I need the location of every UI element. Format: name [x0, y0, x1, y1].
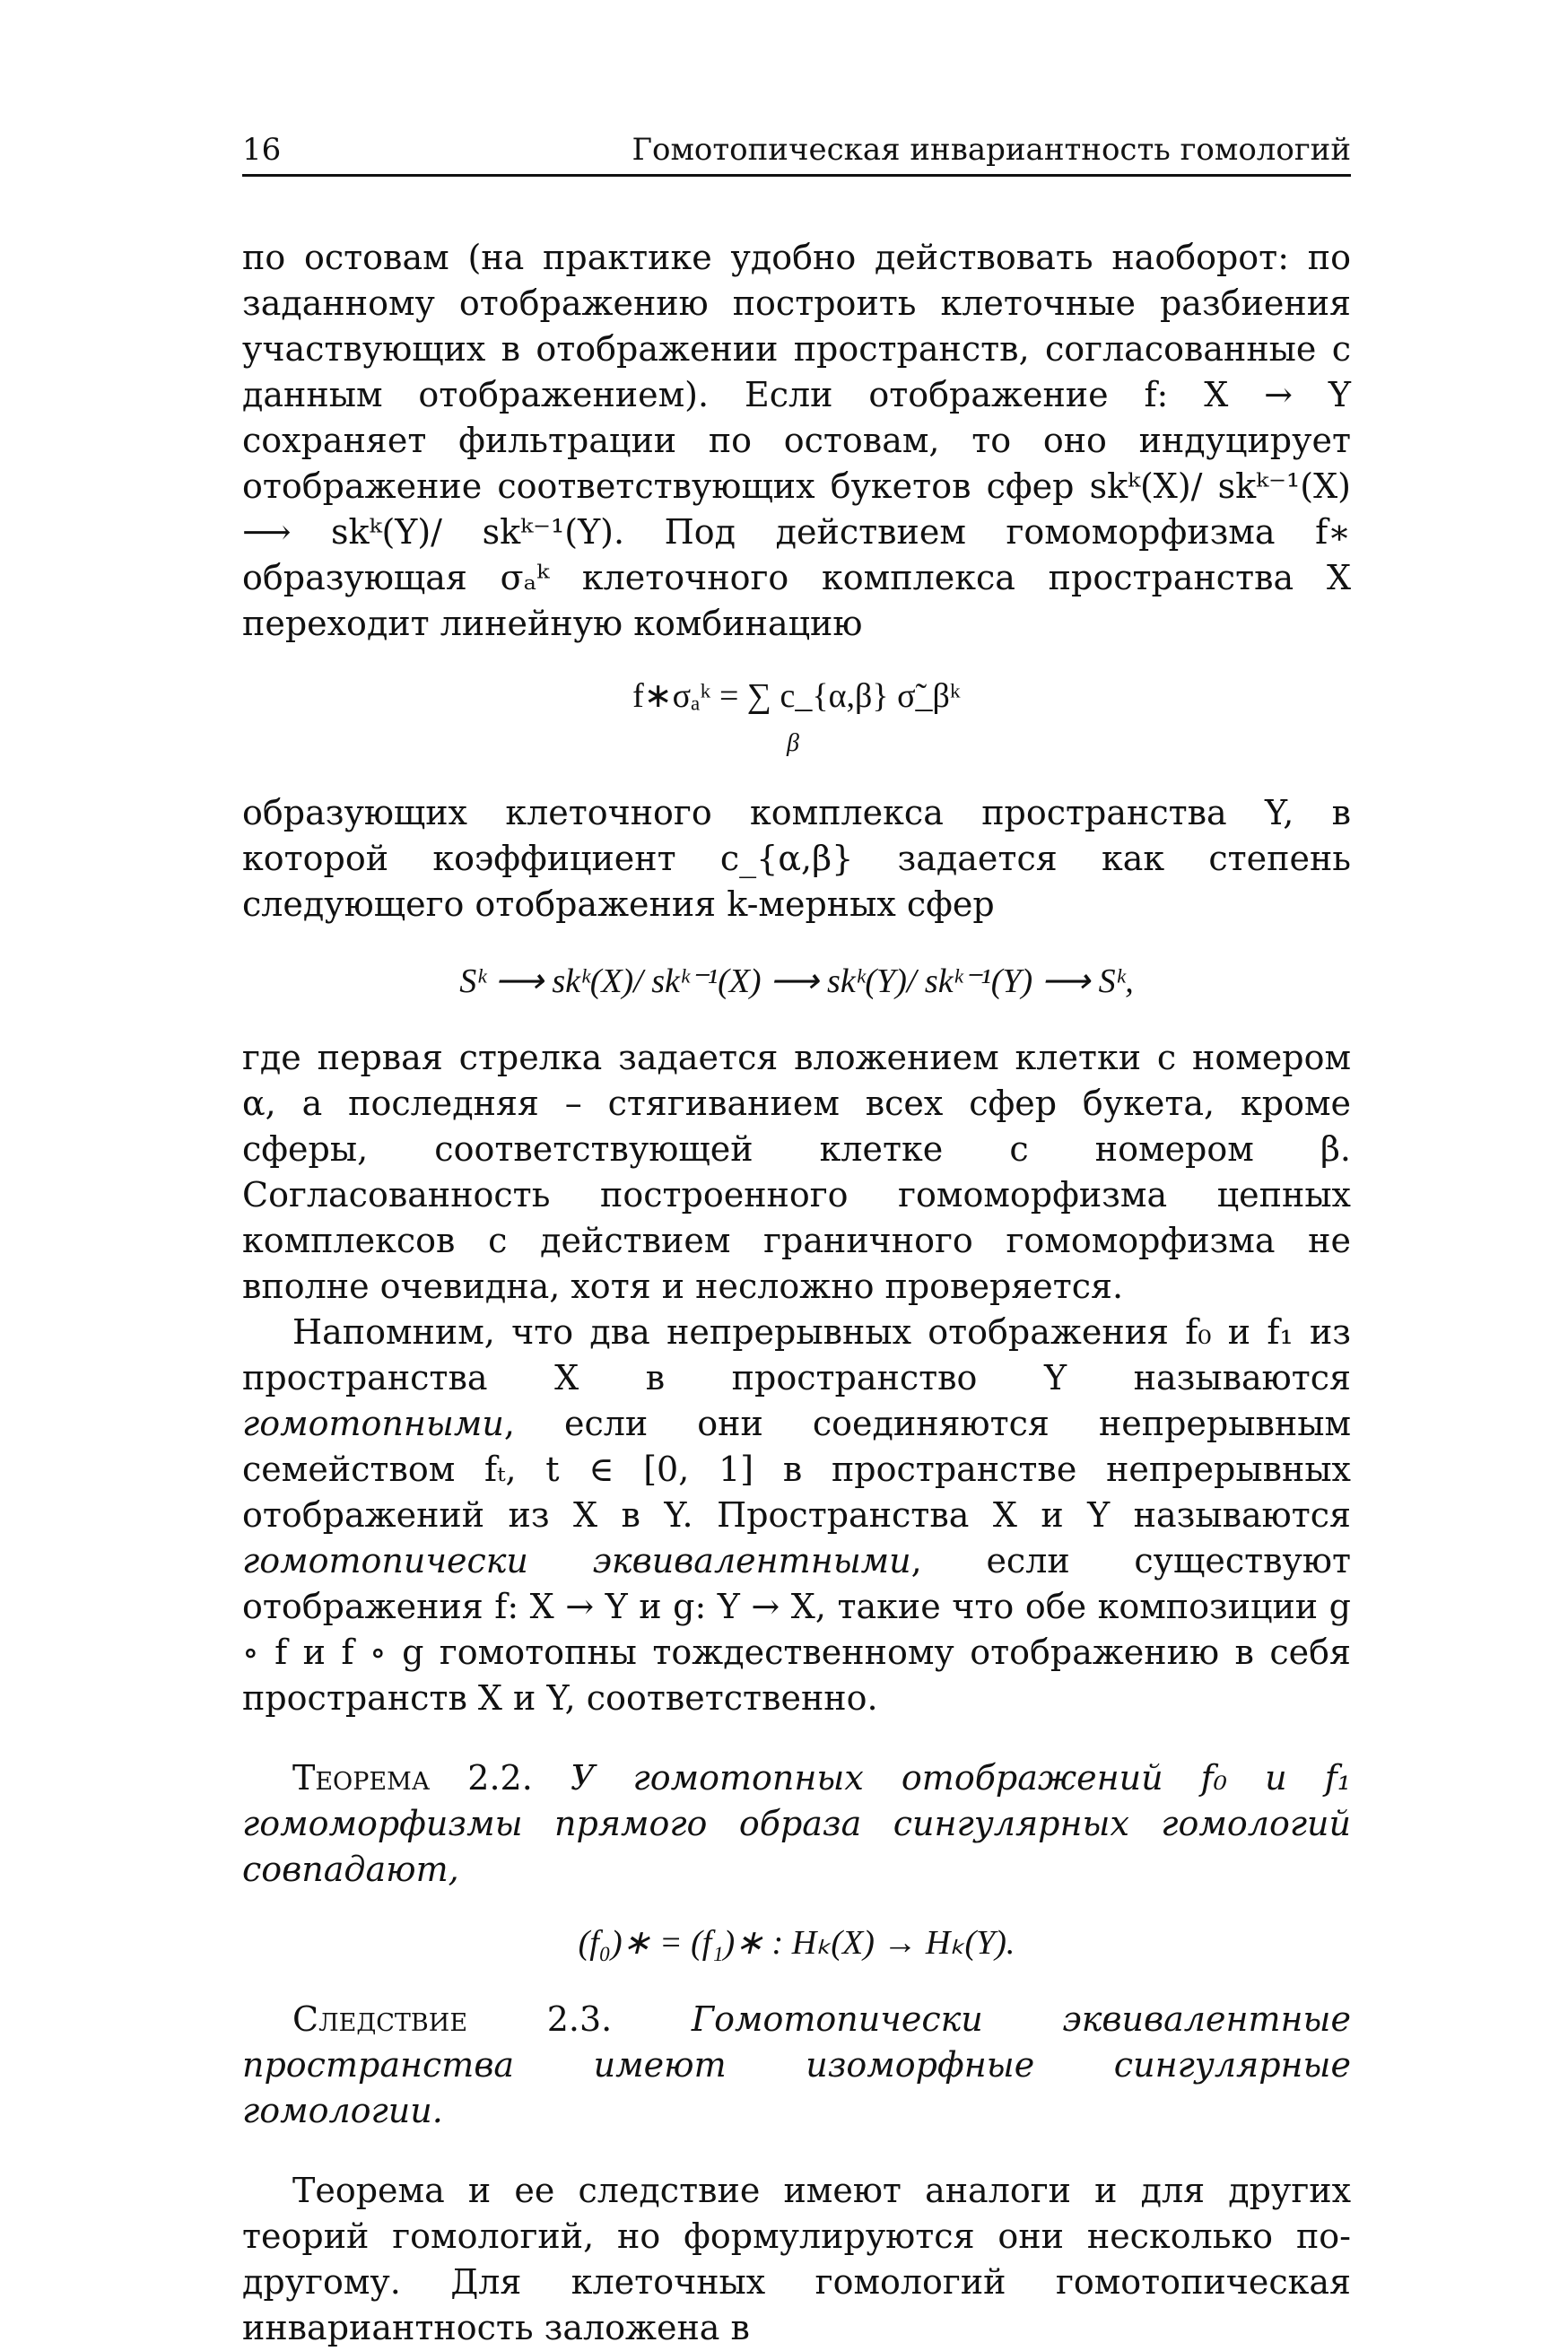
theorem-formula: (f₀)∗ = (f₁)∗ : Hₖ(X) → Hₖ(Y).	[578, 1924, 1015, 1962]
running-header	[242, 126, 1351, 177]
theorem-2-2	[242, 1755, 1351, 1893]
paragraph-4-part-a: Напомним, что два непрерывных отображения f₀ и f₁ из пространства X в пространство Y называются	[242, 1312, 1351, 1398]
paragraph-3: где первая стрелка задается вложением клетки с номером α, а последняя – стягиванием всех сфер букета, кроме сферы, соответствующей клетке с номером β. Согласованность построенного гомоморфизма цепных комплексов с действием граничного гомоморфизма не вполне очевидна, хотя и несложно проверяется.	[242, 1038, 1351, 1306]
term-homotopy-equivalent: гомотопически эквивалентными	[242, 1541, 911, 1580]
paragraph-1: по остовам (на практике удобно действовать наоборот: по заданному отображению построить клеточные разбиения участвующих в отображении пространств, согласованные с данным отображением). Если отображение f: X → Y сохраняет фильтрации по остовам, то оно индуцирует отображение соответствующих букетов сфер skᵏ(X)/ skᵏ⁻¹(X) ⟶ skᵏ(Y)/ skᵏ⁻¹(Y). Под действием гомоморфизма f∗ образующая σₐᵏ клеточного комплекса пространства X переходит линейную комбинацию	[242, 238, 1351, 643]
corollary-2-3	[242, 1997, 1351, 2134]
page-number: 16	[242, 132, 282, 168]
paragraph-4-part-b: , если они соединяются непрерывным семейством fₜ, t ∈ [0, 1] в пространстве непрерывных отображений из X в Y. Пространства X и Y называются	[242, 1404, 1351, 1535]
formula-sum	[242, 668, 1351, 776]
formula-sum-main: f∗σₐᵏ = ∑ c_{α,β} σ̃_βᵏ	[632, 677, 961, 715]
running-title: Гомотопическая инвариантность гомологий	[632, 132, 1351, 168]
paragraph-4-part-c: , если существуют отображения f: X → Y и g: Y → X, такие что обе композиции g ∘ f и f ∘ g гомотопны тождественному отображению в себя пространств X и Y, соответственно.	[242, 1541, 1351, 1718]
corollary-label: Следствие 2.3.	[292, 1999, 613, 2039]
paragraph-4	[242, 1310, 1351, 1721]
formula-sphere-map: Sᵏ ⟶ skᵏ(X)/ skᵏ⁻¹(X) ⟶ skᵏ(Y)/ skᵏ⁻¹(Y) ⟶ Sᵏ,	[459, 962, 1134, 1000]
paragraph-5: Теорема и ее следствие имеют аналоги и для других теорий гомологий, но формулируются они несколько по-другому. Для клеточных гомологий гомотопическая инвариантность заложена в	[242, 2171, 1351, 2347]
paragraph-2: образующих клеточного комплекса пространства Y, в которой коэффициент c_{α,β} задается как степень следующего отображения k-мерных сфер	[242, 793, 1351, 924]
term-homotopic: гомотопными	[242, 1404, 504, 1443]
theorem-statement: У гомотопных отображений f₀ и f₁ гомоморфизмы прямого образа сингулярных гомологий совпадают,	[242, 1758, 1351, 1889]
corollary-statement: Гомотопически эквивалентные пространства имеют изоморфные сингулярные гомологии.	[242, 1999, 1351, 2130]
page-body	[242, 235, 1351, 2351]
theorem-label: Теорема 2.2.	[292, 1758, 533, 1798]
formula-sum-index: β	[787, 729, 799, 757]
